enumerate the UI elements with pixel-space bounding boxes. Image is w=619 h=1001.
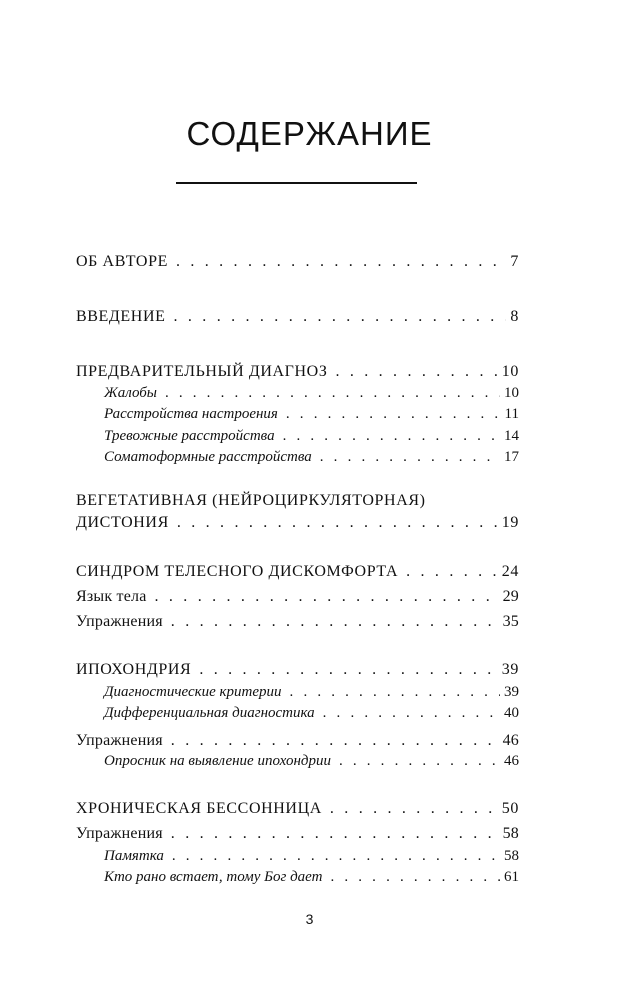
toc-entry-body-discomfort[interactable]	[76, 560, 519, 584]
toc-entry-page: 58	[504, 848, 519, 864]
toc-entry-page: 17	[504, 449, 519, 465]
toc-entry-title: Памятка	[104, 848, 164, 864]
toc-entry-title: Тревожные расстройства	[104, 428, 275, 444]
toc-entry-exercises-3[interactable]	[76, 822, 519, 846]
toc-entry-page: 29	[502, 588, 519, 605]
dot-leader	[176, 250, 506, 274]
toc-entry-title: Диагностические критерии	[104, 684, 282, 700]
toc-entry-title: Жалобы	[104, 385, 157, 401]
dot-leader	[286, 402, 501, 426]
toc-entry-page: 19	[501, 514, 519, 531]
dot-leader	[171, 610, 499, 634]
toc-entry-dystonia[interactable]	[76, 511, 519, 535]
dot-leader	[155, 585, 499, 609]
toc-entry-page: 40	[504, 705, 519, 721]
toc-entry-page: 39	[504, 684, 519, 700]
toc-entry-hypochondria[interactable]	[76, 658, 519, 682]
toc-entry-page: 61	[504, 869, 519, 885]
toc-entry-page: 10	[504, 385, 519, 401]
toc-entry-title: Кто рано встает, тому Бог дает	[104, 869, 323, 885]
dot-leader	[320, 445, 500, 469]
toc-entry-title: Опросник на выявление ипохондрии	[104, 753, 331, 769]
toc-entry-introduction[interactable]	[76, 305, 519, 329]
toc-entry-page: 58	[502, 825, 519, 842]
toc-entry-title: ХРОНИЧЕСКАЯ БЕССОННИЦА	[76, 800, 322, 817]
toc-entry-title: ВВЕДЕНИЕ	[76, 308, 166, 325]
toc-entry-page: 35	[502, 613, 519, 630]
toc-subentry-somatoform-disorders[interactable]	[104, 445, 519, 469]
toc-entry-about-author[interactable]	[76, 250, 519, 274]
dot-leader	[174, 305, 507, 329]
page-title: СОДЕРЖАНИЕ	[186, 115, 433, 152]
toc-subentry-mood-disorders[interactable]	[104, 402, 519, 426]
toc-entry-page: 11	[504, 406, 519, 422]
toc-entry-page: 14	[504, 428, 519, 444]
title-divider	[176, 182, 417, 184]
page-number: 3	[305, 911, 314, 927]
toc-entry-title: Упражнения	[76, 825, 163, 842]
toc-entry-page: 7	[510, 253, 519, 270]
toc-entry-title: СИНДРОМ ТЕЛЕСНОГО ДИСКОМФОРТА	[76, 563, 399, 580]
toc-entry-page: 46	[502, 732, 519, 749]
toc-entry-page: 8	[510, 308, 519, 325]
dot-leader	[330, 797, 498, 821]
toc-entry-title: Язык тела	[76, 588, 147, 605]
dot-leader	[199, 658, 497, 682]
toc-entry-vegetative-line1[interactable]: ВЕГЕТАТИВНАЯ (НЕЙРОЦИРКУЛЯТОРНАЯ)	[76, 492, 426, 509]
toc-entry-page: 24	[501, 563, 519, 580]
dot-leader	[323, 701, 500, 725]
toc-entry-title: ОБ АВТОРЕ	[76, 253, 168, 270]
toc-entry-title: ДИСТОНИЯ	[76, 514, 169, 531]
dot-leader	[406, 560, 498, 584]
toc-entry-title: Дифференциальная диагностика	[104, 705, 315, 721]
toc-entry-body-language[interactable]	[76, 585, 519, 609]
toc-entry-page: 39	[501, 661, 519, 678]
dot-leader	[330, 865, 500, 889]
toc-entry-title: ИПОХОНДРИЯ	[76, 661, 192, 678]
dot-leader	[339, 749, 500, 773]
dot-leader	[171, 822, 499, 846]
toc-entry-page: 46	[504, 753, 519, 769]
toc-entry-title: Упражнения	[76, 732, 163, 749]
toc-subentry-hypochondria-questionnaire[interactable]	[104, 749, 519, 773]
toc-entry-page: 50	[501, 800, 519, 817]
toc-subentry-early-bird[interactable]	[104, 865, 519, 889]
toc-subentry-differential-diagnosis[interactable]	[104, 701, 519, 725]
toc-entry-title: Соматоформные расстройства	[104, 449, 312, 465]
toc-entry-title: ПРЕДВАРИТЕЛЬНЫЙ ДИАГНОЗ	[76, 363, 328, 380]
toc-entry-title: Упражнения	[76, 613, 163, 630]
dot-leader	[177, 511, 498, 535]
toc-entry-page: 10	[501, 363, 519, 380]
toc-entry-chronic-insomnia[interactable]	[76, 797, 519, 821]
toc-entry-exercises-1[interactable]	[76, 610, 519, 634]
toc-entry-title: Расстройства настроения	[104, 406, 278, 422]
